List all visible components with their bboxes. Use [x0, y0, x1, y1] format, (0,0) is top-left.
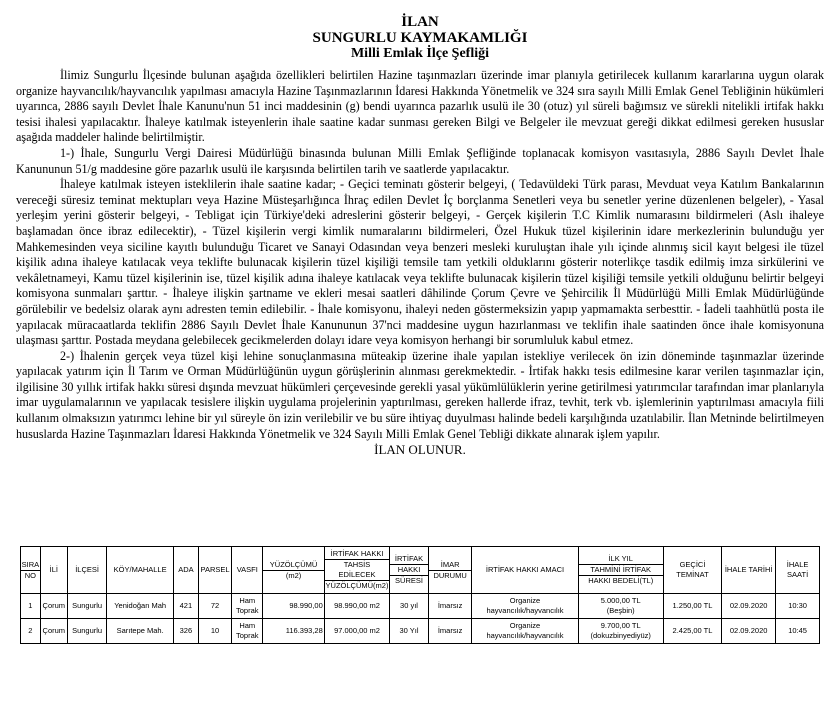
cell-tarih: 02.09.2020 [722, 594, 776, 619]
parcel-table [20, 546, 820, 644]
cell-no: 2 [21, 619, 41, 644]
paragraph-2: 2-) İhalenin gerçek veya tüzel kişi lehine sonuçlanmasına müteakip üzerine ihale yapılan istekliye verilecek ön izin döneminde taşınmazlar üzerinde yapılacak yatırım için İl Tarım ve Orman Müdürlüğünün uygun görüşlerinin alınması gerekmektedir. - İrtifak hakkı tesis edilmesine karar verilen taşınmazlar için, ilgilisine 30 yıllık irtifak hakkı süresi dışında mevzuat hükümleri çerçevesinde gerekli yasal yükümlülüklerin yerine getirilmesi yatırımcılar tarafından imar planlarıyla imar uygulamalarının ve yapılacak tesislere ilişkin uygulama projelerinin yaptırılması, gereken hallerde ifraz, tevhit, terk vb. işlemlerinin yaptırılması amacıyla fiili kullanım olmaksızın yatırımcı lehine bir yıl süreyle ön izin verilebilir ve bu süre ihtiyaç duyulması halinde bedeli karşılığında uzatılabilir. İlan Metninde belirtilmeyen hususlarda Hazine Taşınmazları İdaresi Hakkında Yönetmelik ve 324 Sayılı Milli Emlak Genel Tebliği dikkate alınarak işlem yapılır. [16, 348, 824, 441]
announcement-body [16, 68, 824, 458]
cell-saat: 10:30 [776, 594, 820, 619]
col-il: İLİ [40, 547, 67, 594]
cell-imar: İmarsız [428, 619, 472, 644]
cell-vasfi: Ham Toprak [232, 594, 263, 619]
col-irtifak-amaci: İRTİFAK HAKKI AMACI [472, 547, 578, 594]
cell-vasfi: Ham Toprak [232, 619, 263, 644]
col-irtifak-sure: İRTİFAK HAKKI SÜRESİ [390, 547, 428, 594]
cell-koy: Yenidoğan Mah [107, 594, 174, 619]
col-koy-mahalle: KÖY/MAHALLE [107, 547, 174, 594]
cell-amac: Organize hayvancılık/hayvancılık [472, 594, 578, 619]
table-header-row [21, 547, 820, 594]
table-row [21, 619, 820, 644]
cell-bedel: 5.000,00 TL (Beşbin) [578, 594, 663, 619]
paragraph-1: 1-) İhale, Sungurlu Vergi Dairesi Müdürlüğü binasında bulunan Milli Emlak Şefliğinde toplanacak komisyon vasıtasıyla, 2886 Sayılı Devlet İhale Kanununun 51/g maddesine göre pazarlık usulü ile karşısında belirtilen tarih ve saatlerde yapılacaktır. [16, 145, 824, 176]
requirements-paragraph: İhaleye katılmak isteyen isteklilerin ihale saatine kadar; - Geçici teminatı gösterir belgeyi, ( Tedavüldeki Türk parası, Mevduat veya Katılım Bankalarının vereceği süresiz teminat mektupları veya Hazine Müsteşarlığınca İhraç edilen Devlet İç borçlanma Senetleri veya bu senetler yerine düzenlenen belgeler), - Yasal yerleşim yerini gösterir belgeyi, - Tebligat için Türkiye'deki adreslerini gösterir belgeyi, - Gerçek kişilerin T.C Kimlik numarasını bildirmeleri (Aslı ihaleye başlamadan önce ibraz edilecektir), - Tüzel kişilerin vergi kimlik numaralarını bildirmeleri, Özel Hukuk tüzel kişilerinin idare merkezlerinin bulunduğu yer Mahkemesinden veya siciline kayıtlı bulunduğu Ticaret ve Sanayi Odasından veya benzeri mesleki kuruluştan ihale yılı içinde alınmış sicil kayıt belgesi ile tüzel kişilik adına ihaleye katılacak veya teklifte bulunacak kişilerin tüzel kişiliği temsile tam yetkili olduklarını gösterir noterlikçe tasdik edilmiş imza sirkülerini ve vekâletnameyi, Kamu tüzel kişilerinin ise, tüzel kişilik adına ihaleye katılacak veya teklifte bulunacak kişilerin tüzel kişiliği temsile yetkili olduğunu belirtir belgeyi komisyona sunmaları şarttır. - İhaleye ilişkin şartname ve ekleri mesai saatleri dâhilinde Çorum Çevre ve Şehircilik İl Müdürlüğü Milli Emlak Müdürlüğünde görülebilir ve bedelsiz olarak aynı adresten temin edilebilir. - İhale komisyonu, ihaleyi neden göstermeksizin yapıp yapmamakta serbesttir. - İadeli taahhütlü posta ile yapılacak müracaatlarda teklifin 2886 Sayılı Devlet İhale Kanununun 37'nci maddesine uygun hazırlanması ve teklifin ihale saatinden önce ihale komisyonuna ulaşması şarttır. Postada meydana gelebilecek gecikmelerden dolayı idare veya komisyon herhangi bir sorumluluk kabul etmez. [16, 177, 824, 348]
cell-saat: 10:45 [776, 619, 820, 644]
col-gecici-teminat: GEÇİCİ TEMİNAT [663, 547, 721, 594]
cell-ada: 326 [173, 619, 198, 644]
cell-imar: İmarsız [428, 594, 472, 619]
cell-teminat: 2.425,00 TL [663, 619, 721, 644]
cell-parsel: 72 [198, 594, 231, 619]
cell-il: Çorum [40, 594, 67, 619]
cell-ada: 421 [173, 594, 198, 619]
col-imar-durumu: İMAR DURUMU [428, 547, 472, 594]
department-name: Milli Emlak İlçe Şefliği [350, 46, 490, 61]
cell-koy: Sarıtepe Mah. [107, 619, 174, 644]
cell-sure: 30 yıl [390, 594, 428, 619]
cell-tarih: 02.09.2020 [722, 619, 776, 644]
cell-yuzolcumu: 98.990,00 [263, 594, 324, 619]
closing-line: İLAN OLUNUR. [374, 442, 466, 458]
col-ilce: İLÇESİ [67, 547, 107, 594]
cell-irtifak-alan: 97.000,00 m2 [324, 619, 390, 644]
cell-teminat: 1.250,00 TL [663, 594, 721, 619]
cell-ilce: Sungurlu [67, 594, 107, 619]
col-ada: ADA [173, 547, 198, 594]
col-sira-no: SIRA NO [21, 547, 41, 594]
cell-ilce: Sungurlu [67, 619, 107, 644]
cell-bedel: 9.700,00 TL (dokuzbinyediyüz) [578, 619, 663, 644]
cell-il: Çorum [40, 619, 67, 644]
col-ihale-saati: İHALE SAATİ [776, 547, 820, 594]
cell-yuzolcumu: 116.393,28 [263, 619, 324, 644]
cell-no: 1 [21, 594, 41, 619]
authority-name: SUNGURLU KAYMAKAMLIĞI [312, 30, 528, 46]
table-row [21, 594, 820, 619]
col-irtifak-bedeli: İLK YIL TAHMİNİ İRTİFAK HAKKI BEDELİ(TL) [578, 547, 663, 594]
col-ihale-tarihi: İHALE TARİHİ [722, 547, 776, 594]
col-parsel: PARSEL [198, 547, 231, 594]
announcement-title: İLAN [401, 14, 439, 30]
cell-parsel: 10 [198, 619, 231, 644]
cell-sure: 30 Yıl [390, 619, 428, 644]
cell-amac: Organize hayvancılık/hayvancılık [472, 619, 578, 644]
intro-paragraph: İlimiz Sungurlu İlçesinde bulunan aşağıda özellikleri belirtilen Hazine taşınmazları üzerinde imar planıyla getirilecek kullanım kararlarına uygun olarak organize hayvancılık/hayvancılık yapılması amacıyla Hazine Taşınmazlarının İdaresi Hakkında Yönetmelik ve 324 sıra sayılı Milli Emlak Genel Tebliğinin hükümleri uyarınca, 2886 sayılı Devlet İhale Kanunu'nun 51 inci maddesinin (g) bendi uyarınca pazarlık usulü ile 30 (otuz) yıl süreli bağımsız ve sürekli nitelikli irtifak hakkı tesisi ihalesi yapılacaktır. İhaleye katılmak isteyenlerin ihale saatine kadar sunması gereken Bilgi ve Belgeler ile mevzuat gereği dikkat edilmesi gereken hususlar aşağıda maddeler halinde belirtilmiştir. [16, 68, 824, 145]
cell-irtifak-alan: 98.990,00 m2 [324, 594, 390, 619]
col-yuzolcumu: YÜZÖLÇÜMÜ (m2) [263, 547, 324, 594]
col-irtifak-alan: İRTİFAK HAKKI TAHSİS EDİLECEK YÜZÖLÇÜMÜ(m2) [324, 547, 390, 594]
col-vasfi: VASFI [232, 547, 263, 594]
